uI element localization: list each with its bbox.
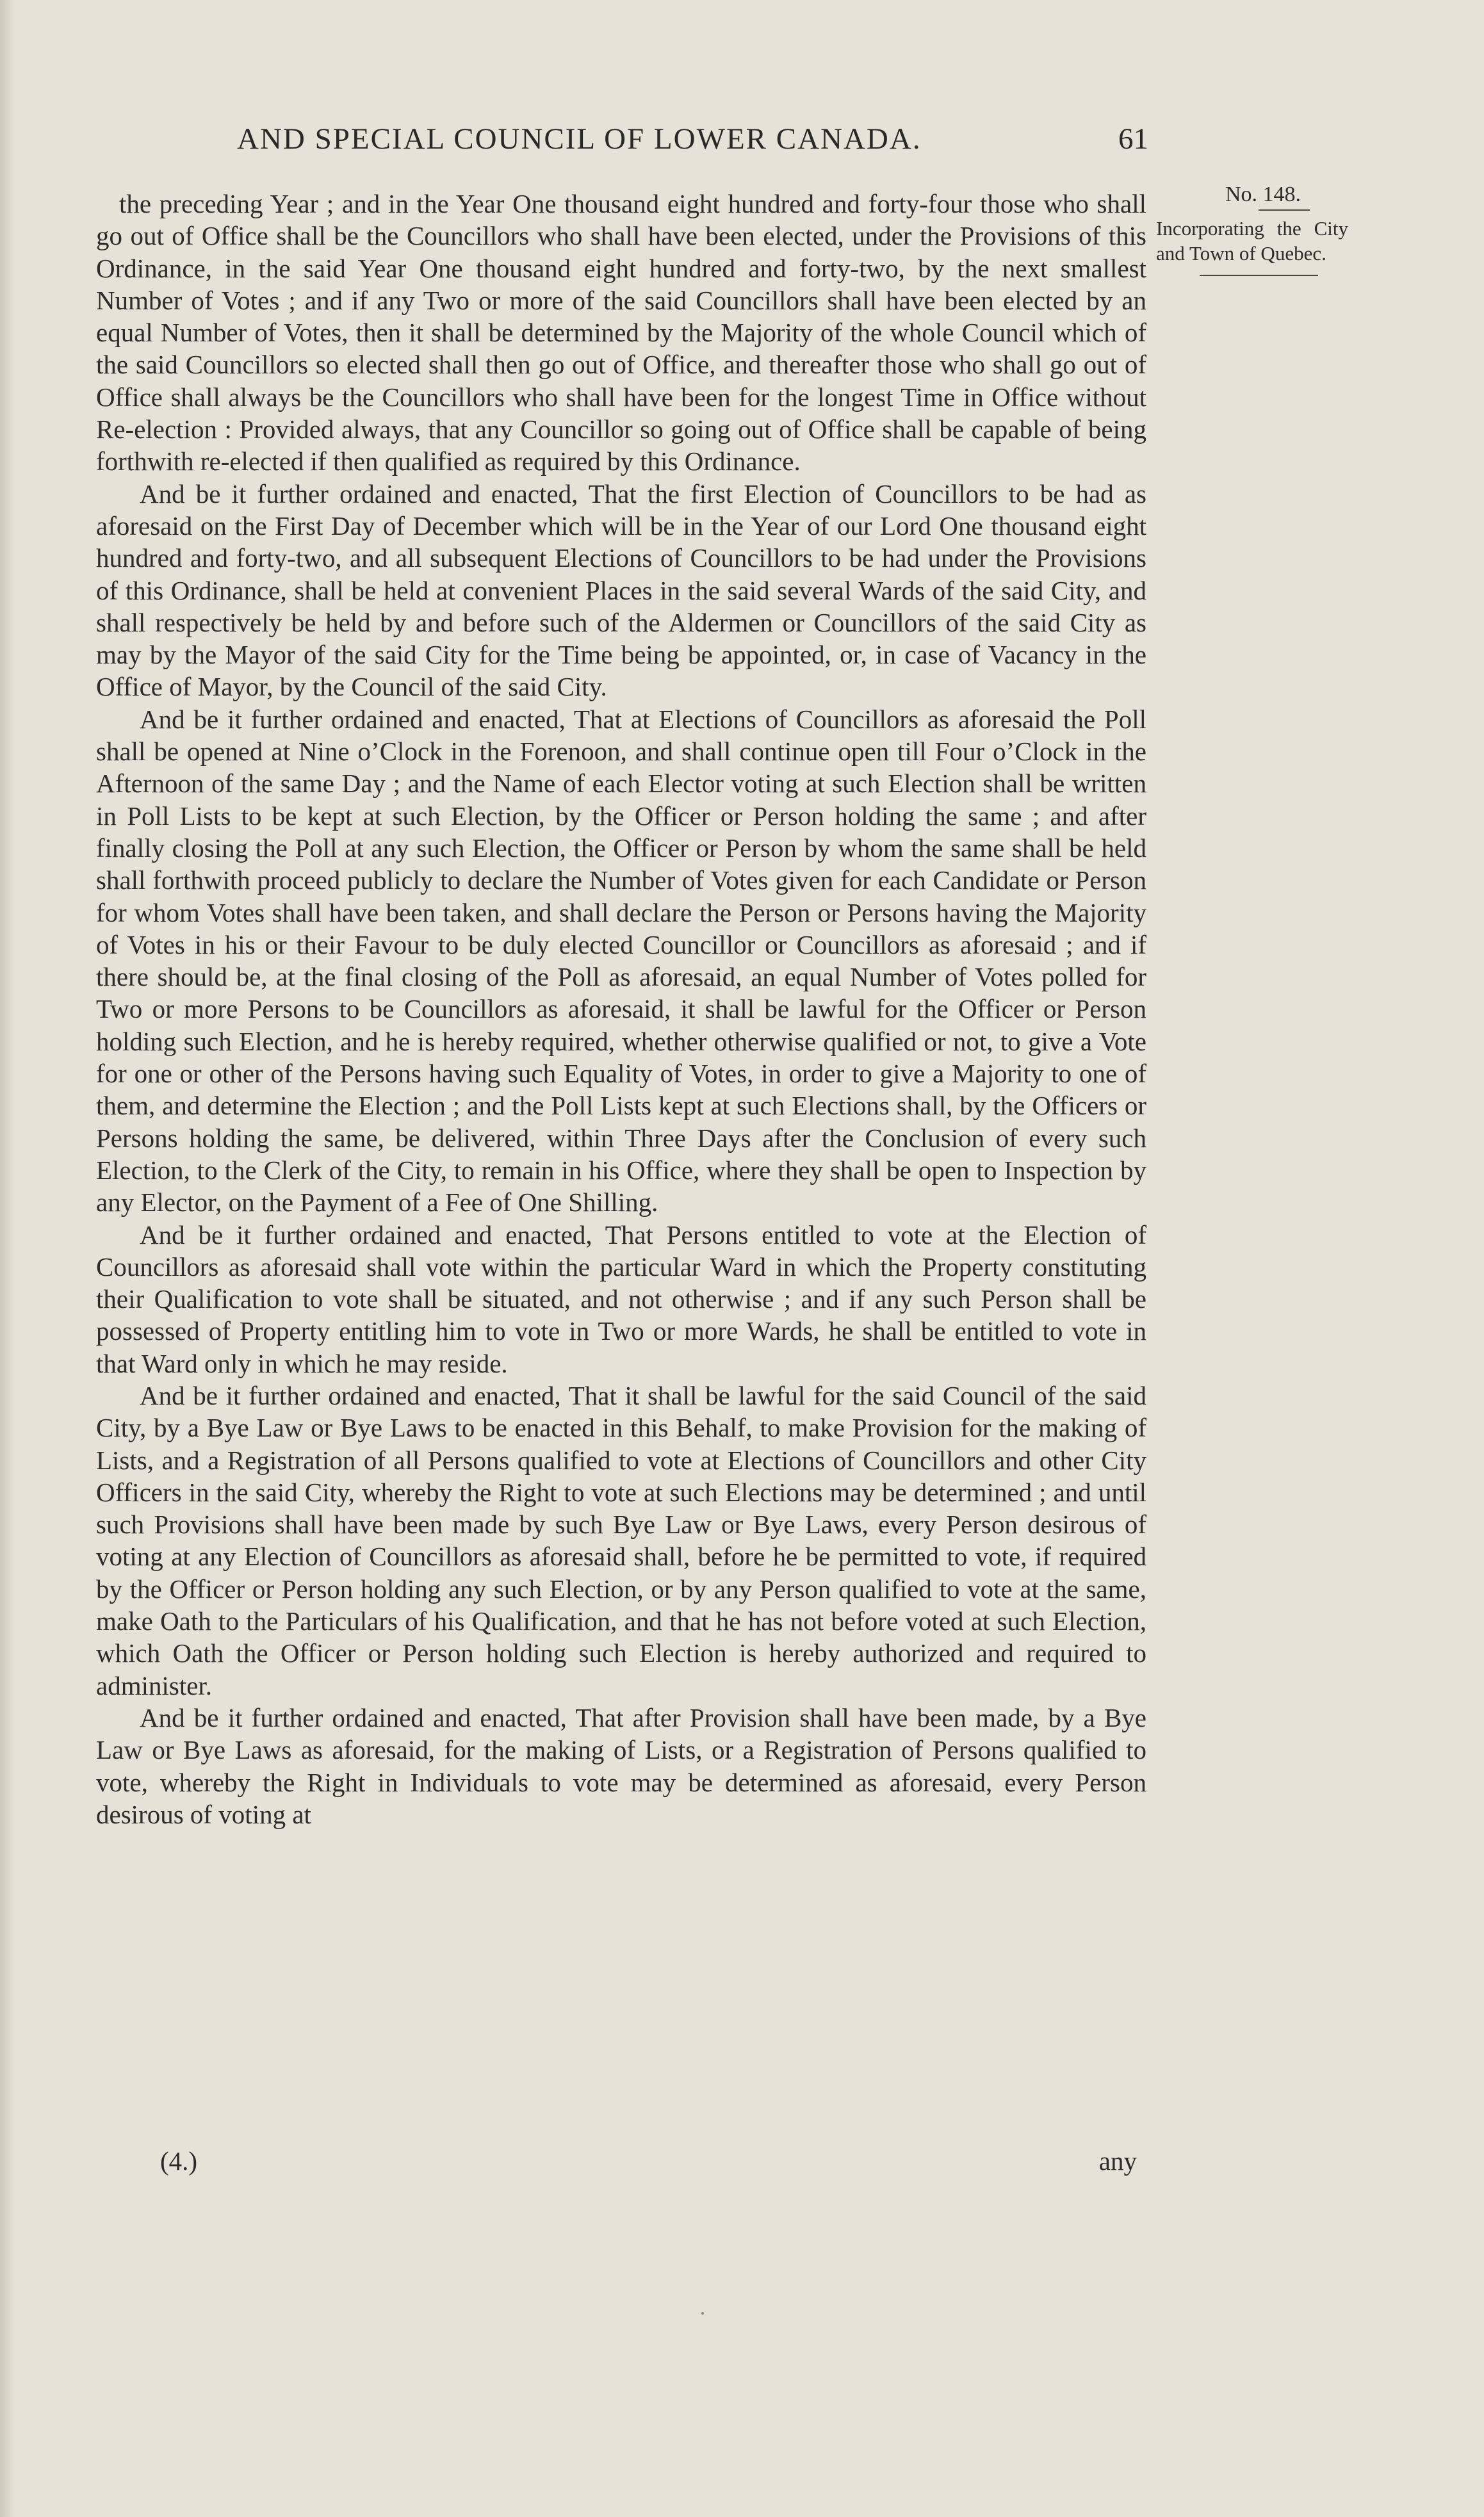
margin-note xyxy=(1156,183,1348,276)
footer-line xyxy=(160,2146,1137,2178)
margin-short-rule xyxy=(1259,209,1310,211)
paragraph-election-places: And be it further ordained and enacted, That the first Election of Councillors to be had as aforesaid on the First Day of December which will be in the Year of our Lord One thousand eight hundred and forty-two, and all subsequent Elections of Councillors to be had under the Provisions of this Ordinance, shall be held at convenient Places in the said several Wards of the said City, and shall respectively be held by and before such of the Aldermen or Councillors of the said City as may by the Mayor of the said City for the Time being be appointed, or, in case of Vacancy in the Office of Mayor, by the Council of the said City. xyxy=(96,478,1146,702)
margin-long-rule xyxy=(1200,275,1318,276)
ordinance-number: No. 148. xyxy=(1225,183,1301,206)
running-head-title: AND SPECIAL COUNCIL OF LOWER CANADA. xyxy=(237,122,922,156)
margin-title: Incorporating the City and Town of Quebec. xyxy=(1156,217,1348,265)
catchword: any xyxy=(1098,2146,1137,2176)
paragraph-registration: And be it further ordained and enacted, That it shall be lawful for the said Council of the said City, by a Bye Law or Bye Laws to be enacted in this Behalf, to make Provision for the making of Lists, and a Registration of all Persons qualified to vote at Elections of Councillors and other City Officers in the said City, whereby the Right to vote at such Elections may be determined ; and until such Provisions shall have been made by such Bye Law or Bye Laws, every Person desirous of voting at any Election of Councillors as aforesaid shall, before he be permitted to vote, if required by the Officer or Person holding any such Election, or by any Person qualified to vote at the same, make Oath to the Particulars of his Qualification, and that he has not before voted at such Election, which Oath the Officer or Person holding such Election is hereby authorized and required to administer. xyxy=(96,1380,1146,1700)
paragraph-ward-voting: And be it further ordained and enacted, That Persons entitled to vote at the Election of Councillors as aforesaid shall vote within the particular Ward in which the Property constituting their Qualification to vote shall be situated, and not otherwise ; and if any such Person shall be possessed of Property entitling him to vote in Two or more Wards, he shall be entitled to vote in that Ward only in which he may reside. xyxy=(96,1219,1146,1378)
page-edge-shadow xyxy=(0,0,14,2517)
paragraph-after-provision: And be it further ordained and enacted, That after Provision shall have been made, by a Bye Law or Bye Laws as aforesaid, for the making of Lists, or a Registration of Persons qualified to vote, whereby the Right in Individuals to vote may be determined as aforesaid, every Person desirous of voting at xyxy=(96,1702,1146,1829)
paper-speck xyxy=(701,2312,704,2315)
signature-mark: (4.) xyxy=(160,2146,198,2176)
paragraph-poll-hours: And be it further ordained and enacted, That at Elections of Councillors as aforesaid the Poll shall be opened at Nine o’Clock in the Forenoon, and shall continue open till Four o’Clock in the Afternoon of the same Day ; and the Name of each Elector voting at such Election shall be written in Poll Lists to be kept at such Election, by the Officer or Person holding the same ; and after finally closing the Poll at any such Election, the Officer or Person by whom the same shall be held shall forthwith proceed publicly to declare the Number of Votes given for each Candidate or Person for whom Votes shall have been taken, and shall declare the Person or Persons having the Majority of Votes in his or their Favour to be duly elected Councillor or Councillors as aforesaid ; and if there should be, at the final closing of the Poll as aforesaid, an equal Number of Votes polled for Two or more Persons to be Councillors as aforesaid, it shall be lawful for the Officer or Person holding such Election, and he is hereby required, whether otherwise qualified or not, to give a Vote for one or other of the Persons having such Equality of Votes, in order to give a Majority to one of them, and determine the Election ; and the Poll Lists kept at such Elections shall, by the Officers or Persons holding the same, be delivered, within Three Days after the Conclusion of every such Election, to the Clerk of the City, to remain in his Office, where they shall be open to Inspection by any Elector, on the Payment of a Fee of One Shilling. xyxy=(96,704,1146,1218)
body-text xyxy=(96,188,1146,1830)
page-number: 61 xyxy=(1118,122,1148,156)
paragraph-continued: the preceding Year ; and in the Year One thousand eight hundred and forty-four those who shall go out of Office shall be the Councillors who shall have been elected, under the Provisions of this Ordinance, in the said Year One thousand eight hundred and forty-two, by the next smallest Number of Votes ; and if any Two or more of the said Councillors shall have been elected by an equal Number of Votes, then it shall be determined by the Majority of the whole Council which of the said Councillors so elected shall then go out of Office, and thereafter those who shall go out of Office shall always be the Councillors who shall have been for the longest Time in Office without Re-election : Provided always, that any Councillor so going out of Office shall be capable of being forthwith re-elected if then qualified as required by this Ordinance. xyxy=(96,189,1146,477)
